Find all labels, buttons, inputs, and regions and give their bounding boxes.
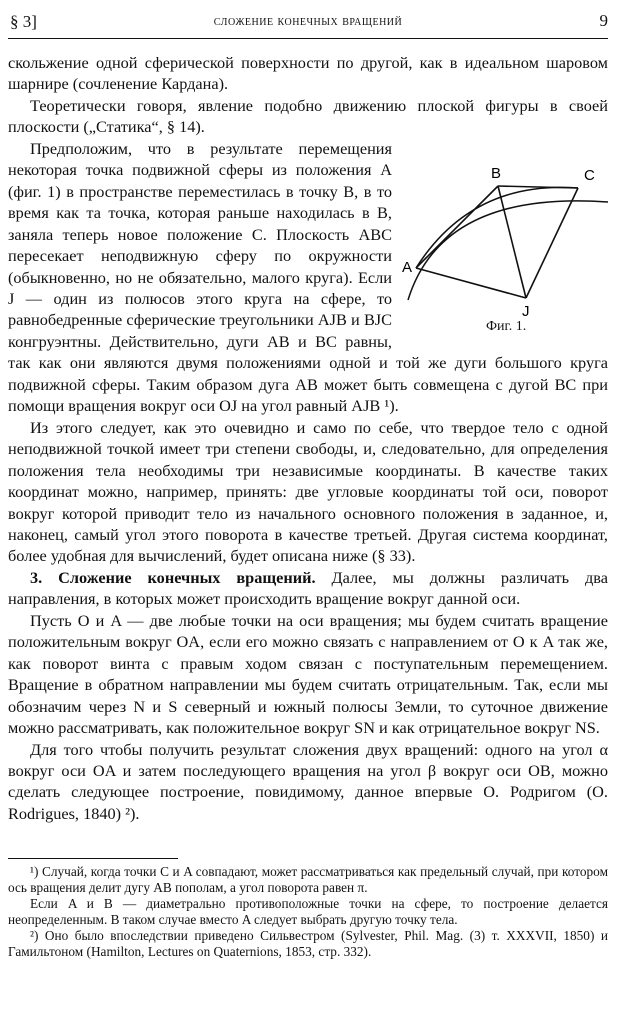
figure-1 [402, 150, 608, 338]
header-section-number: § 3] [10, 12, 37, 31]
figure-caption: Фиг. 1. [486, 318, 527, 334]
label-b: B [491, 164, 502, 182]
segment-aj [416, 268, 526, 298]
footnote-rule [8, 858, 178, 859]
header-title: сложение конечных вращений [213, 14, 403, 29]
footnote-2: ²) Оно было впоследствии приведено Сильвестром (Sylvester, Phil. Mag. (3) т. XXXVII, 1850) и Гамильтоном (Hamilton, Lectures on Quaternions, 1853, стр. 332). [8, 927, 608, 959]
section-3-paragraph [8, 567, 608, 610]
paragraph-4: Из этого следует, как это очевидно и само по себе, что твердое тело с одной неподвижной точкой имеет три степени свободы, и, следовательно, для определения положения тела необходимы три независимые координаты. В качестве таких координат можно, например, принять: две угловые координаты той оси, поворот вокруг которой приводит тело из начального основного положения в заданное, и, наконец, самый угол этого поворота в качестве третьей. Другая система координат, более удобная для вычислений, будет описана ниже (§ 33). [8, 417, 608, 566]
paragraph-1: скольжение одной сферической поверхности по другой, как в идеальном шаровом шарнире (сочленение Кардана). [8, 53, 608, 94]
section-heading: 3. Сложение конечных вращений. [30, 567, 316, 587]
footnote-1-continued: Если A и B — диаметрально противоположные точки на сфере, то построение делается неопределенным. В таком случае вместо A следует выбрать другую точку тела. [8, 895, 608, 927]
label-j: J [522, 302, 530, 320]
small-circle-arc [416, 187, 578, 268]
segment-cj [526, 188, 578, 298]
header-rule [8, 38, 608, 39]
label-a: A [402, 258, 413, 276]
section-3-text: Далее, мы должны различать два направления, в которых может происходить вращение вокруг данной оси. [8, 567, 608, 609]
chord-ab [416, 186, 498, 268]
footnote-1: ¹) Случай, когда точки C и A совпадают, может рассматриваться как предельный случай, при котором ось вращения делит дугу AB пополам, а угол поворота равен π. [8, 864, 608, 895]
footnotes [8, 864, 608, 959]
main-text [8, 52, 608, 824]
page-number: 9 [599, 11, 608, 30]
paragraph-2: Теоретически говоря, явление подобно движению плоской фигуры в своей плоскости („Статика“, § 14). [8, 95, 608, 137]
sphere-arc-diagram [402, 150, 608, 338]
paragraph-6: Для того чтобы получить результат сложения двух вращений: одного на угол α вокруг оси OA и затем последующего вращения на угол β вокруг оси OB, можно сделать следующее построение, повидимому, данное впервые O. Родригом (O. Rodrigues, 1840) ²). [8, 739, 608, 823]
label-c: C [584, 166, 595, 184]
chord-bc [498, 186, 578, 188]
segment-bj [498, 186, 526, 298]
paragraph-5: Пусть O и A — две любые точки на оси вращения; мы будем считать вращение положительным вокруг OA, если его можно связать с направлением от O к A так же, как поворот винта с правым ходом связан с поступательным перемещением. Вращение в обратном направлении мы будем считать отрицательным. Так, если мы обозначим через N и S северный и южный полюсы Земли, то суточное движение можно рассматривать, как положительное вокруг SN и как отрицательное вокруг NS. [8, 610, 608, 738]
running-header [8, 6, 608, 36]
great-circle-arc [408, 201, 608, 300]
paragraph-3-text: Предположим, что в результате перемещения некоторая точка подвижной сферы из положения A (фиг. 1) в пространстве переместилась в точку B, в то время как та точка, которая раньше находилась в B, заняла теперь новое положение C. Плоскость ABC пересекает неподвижную сферу по окружности (обыкновенно, но не обязательно, малого круга). Если J — один из полюсов этого круга на сфере, то равнобедренные сферические треугольники AJB и BJC конгруэнтны. Действительно, дуги AB и BC равны, так как они являются двумя положениями одной и той же дуги большого круга подвижной сферы. Таким образом дуга AB может быть совмещена с дугой BC при помощи вращения вокруг оси OJ на угол равный AJB ¹). [8, 138, 608, 416]
paragraph-3 [8, 138, 608, 417]
